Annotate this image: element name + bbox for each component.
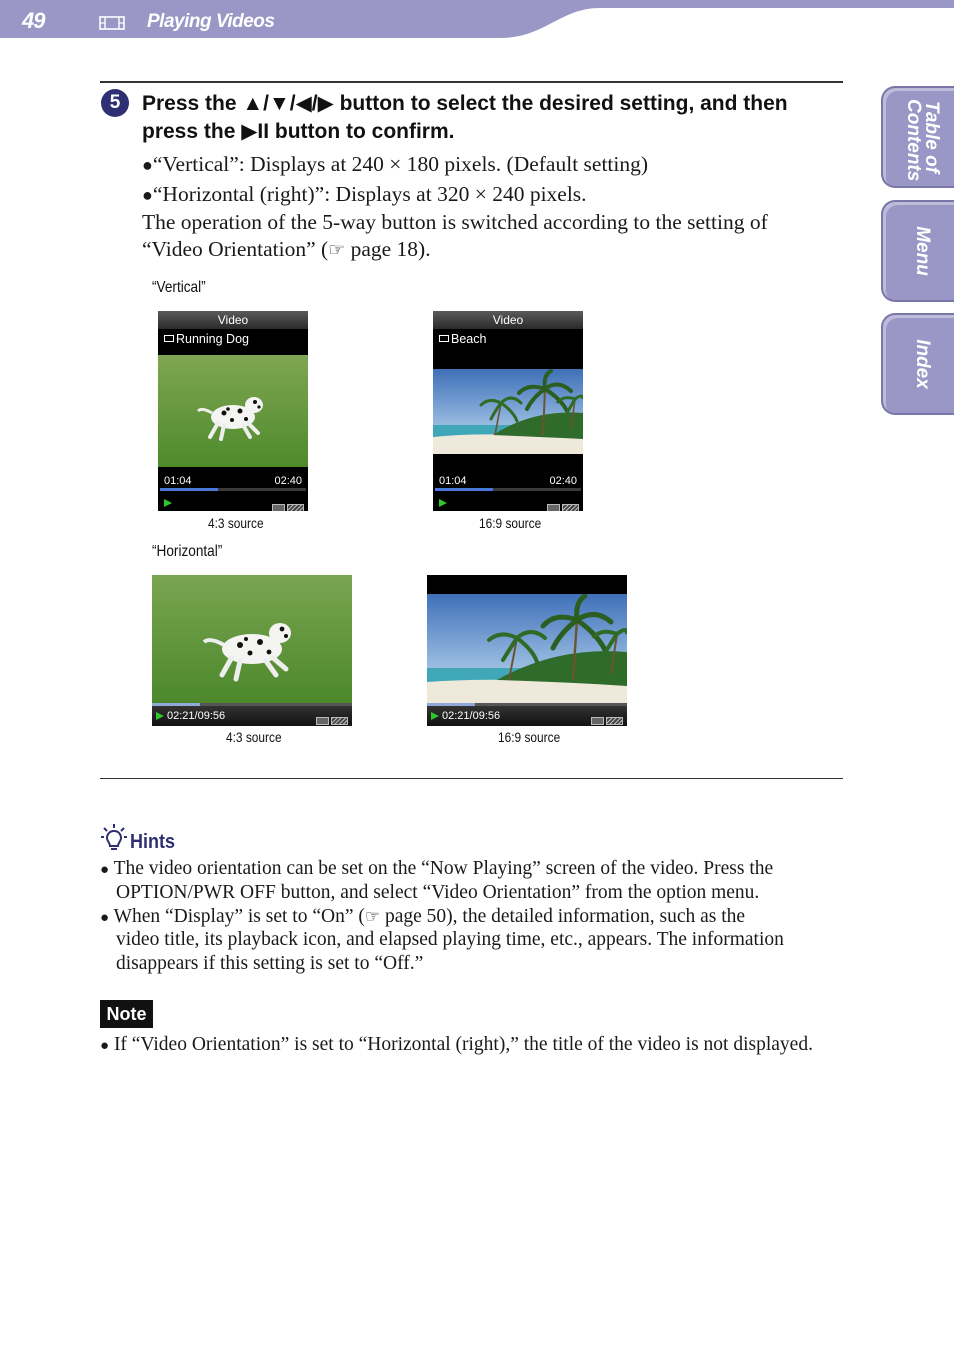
figure-label-vertical: “Vertical” xyxy=(152,279,206,296)
status-bar xyxy=(152,706,352,726)
video-thumbnail-dog xyxy=(152,575,352,706)
hint-item: ● When “Display” is set to “On” (☞ page 50), the detailed information, such as the xyxy=(100,906,746,927)
play-icon xyxy=(156,712,164,720)
film-icon xyxy=(99,15,125,31)
bullet-icon: ● xyxy=(100,862,110,878)
figure-label-horizontal: “Horizontal” xyxy=(152,543,223,560)
figure-caption: 4:3 source xyxy=(208,515,264,531)
paragraph-line: The operation of the 5-way button is switched according to the setting of xyxy=(142,210,768,234)
play-icon xyxy=(431,712,439,720)
lightbulb-icon xyxy=(100,823,128,853)
divider xyxy=(100,778,843,779)
note-item: ● If “Video Orientation” is set to “Horizontal (right),” the title of the video is not displayed. xyxy=(100,1034,813,1055)
video-file-icon xyxy=(439,335,449,342)
total-time: 02:40 xyxy=(549,475,577,487)
horizontal-screen-16-9 xyxy=(427,575,627,726)
vertical-screen-4-3 xyxy=(158,311,308,511)
playback-time: 02:21/09:56 xyxy=(167,710,226,722)
video-thumbnail-beach xyxy=(427,594,627,706)
battery-icon xyxy=(287,504,304,511)
bullet-icon: ● xyxy=(142,155,153,175)
header-bar xyxy=(0,0,954,40)
play-icon xyxy=(164,499,172,507)
bullet-icon: ● xyxy=(100,1038,110,1054)
elapsed-time: 01:04 xyxy=(164,475,192,487)
step-heading-line: Press the ▲/▼/◀/▶ button to select the desired setting, and then xyxy=(142,92,788,115)
page-number: 49 xyxy=(22,8,45,33)
tab-label: Table of Contents xyxy=(903,99,942,182)
video-thumbnail-beach xyxy=(433,369,583,454)
elapsed-time: 01:04 xyxy=(439,475,467,487)
tab-index[interactable] xyxy=(881,313,954,415)
play-icon xyxy=(439,499,447,507)
progress-bar xyxy=(435,488,581,491)
tab-menu[interactable] xyxy=(881,200,954,302)
video-thumbnail-dog xyxy=(158,355,308,467)
video-name: Beach xyxy=(439,331,486,347)
vertical-screen-16-9 xyxy=(433,311,583,511)
memory-icon xyxy=(547,504,560,511)
tab-label: Index xyxy=(912,339,933,389)
battery-icon xyxy=(606,717,623,725)
bullet-item: ●“Horizontal (right)”: Displays at 320 × 240 pixels. xyxy=(142,182,587,206)
memory-icon xyxy=(316,717,329,725)
figure-caption: 4:3 source xyxy=(226,729,282,745)
bullet-icon: ● xyxy=(100,910,110,926)
status-bar xyxy=(427,706,627,726)
status-icons xyxy=(272,499,306,507)
status-icons xyxy=(547,499,581,507)
video-file-icon xyxy=(164,335,174,342)
status-icons xyxy=(316,712,350,720)
step-heading xyxy=(142,90,842,146)
tab-label: Menu xyxy=(912,226,933,276)
hint-line: OPTION/PWR OFF button, and select “Video Orientation” from the option menu. xyxy=(116,882,760,903)
memory-icon xyxy=(272,504,285,511)
video-name: Running Dog xyxy=(164,331,249,347)
step-number-badge: 5 xyxy=(101,89,129,117)
page-reference-icon[interactable]: ☞ xyxy=(364,907,381,926)
step-heading-line: press the ▶II button to confirm. xyxy=(142,120,455,143)
figure-caption: 16:9 source xyxy=(479,515,542,531)
bullet-item: ●“Vertical”: Displays at 240 × 180 pixels. (Default setting) xyxy=(142,152,649,176)
figure-caption: 16:9 source xyxy=(498,729,561,745)
battery-icon xyxy=(562,504,579,511)
paragraph-line: “Video Orientation” (☞ page 18). xyxy=(142,237,431,261)
hints-title: Hints xyxy=(130,831,175,853)
hint-line: video title, its playback icon, and elapsed playing time, etc., appears. The information xyxy=(116,929,784,950)
horizontal-screen-4-3 xyxy=(152,575,352,726)
hint-item: ● The video orientation can be set on the “Now Playing” screen of the video. Press the xyxy=(100,858,774,879)
battery-icon xyxy=(331,717,348,725)
section-title: Playing Videos xyxy=(147,11,275,32)
divider xyxy=(100,81,843,83)
screen-title: Video xyxy=(433,311,583,329)
note-label: Note xyxy=(100,1000,153,1028)
progress-bar xyxy=(160,488,306,491)
screen-title: Video xyxy=(158,311,308,329)
status-icons xyxy=(591,712,625,720)
total-time: 02:40 xyxy=(274,475,302,487)
hint-line: disappears if this setting is set to “Off.” xyxy=(116,953,424,974)
bullet-icon: ● xyxy=(142,185,153,205)
page-reference-icon[interactable]: ☞ xyxy=(328,240,346,261)
tab-table-of-contents[interactable] xyxy=(881,86,954,188)
memory-icon xyxy=(591,717,604,725)
playback-time: 02:21/09:56 xyxy=(442,710,501,722)
